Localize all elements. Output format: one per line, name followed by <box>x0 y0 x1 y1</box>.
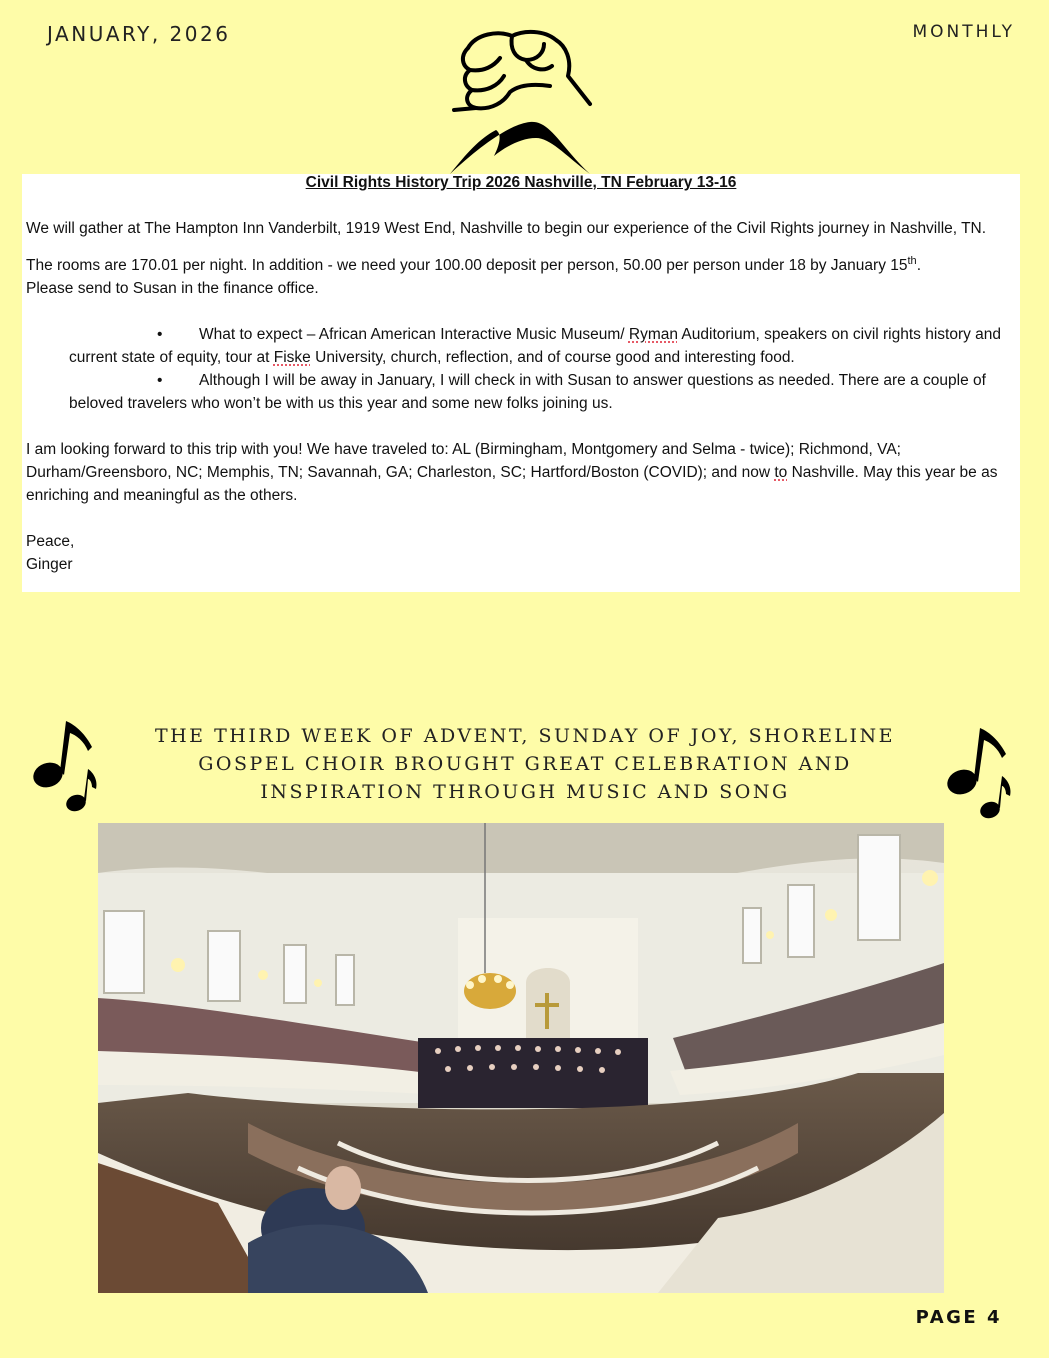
bullet1-text-b: Auditorium, speakers on civil rights history and current state of equity, tour at <box>69 326 1002 367</box>
costs-instructions: Please send to Susan in the finance office. <box>26 280 319 298</box>
costs-period: . <box>916 257 921 275</box>
bullet1-text-a: What to expect – African American Interactive Music Museum/ <box>199 326 629 344</box>
bullet-dot: • <box>157 372 163 390</box>
bullet2-text: Although I will be away in January, I will check in with Susan to answer questions as needed. There are a couple of beloved travelers who won’t be with us this year and some new folks joining us. <box>69 372 986 413</box>
clasped-hands-icon <box>440 26 605 176</box>
travels-text-a: I am looking forward to this trip with you! We have traveled to: AL (Birmingham, Montgomery and Selma - twice); Richmond, VA; Durham/Greensboro, NC; Memphis, TN; Savannah, GA; Charleston, SC; Hartford/Boston (COVID); and now <box>26 441 901 482</box>
paragraph-travels <box>26 438 1011 507</box>
bullet-expectations <box>26 323 1011 369</box>
trip-article <box>22 174 1020 592</box>
page-number: PAGE 4 <box>915 1307 1002 1328</box>
travels-text-b: Nashville. May this year be as enriching and meaningful as the others. <box>26 464 998 505</box>
bullet-dot: • <box>157 326 163 344</box>
bullet1-ryman: Ryman <box>628 326 678 344</box>
bullet1-text-c: University, church, reflection, and of course good and interesting food. <box>310 349 795 367</box>
costs-ordinal: th <box>907 255 917 267</box>
travels-to: to <box>774 464 788 482</box>
choir-caption: THE THIRD WEEK OF ADVENT, SUNDAY OF JOY, SHORELINE GOSPEL CHOIR BROUGHT GREAT CELEBRATION AND INSPIRATION THROUGH MUSIC AND SONG <box>154 725 896 803</box>
signoff-name: Ginger <box>26 556 73 574</box>
newsletter-date: JANUARY, 2026 <box>47 22 231 46</box>
music-note-icon <box>30 717 100 817</box>
paragraph-gathering: We will gather at The Hampton Inn Vanderbilt, 1919 West End, Nashville to begin our experience of the Civil Rights journey in Nashville, TN. <box>26 220 987 237</box>
bullet-away <box>26 369 1011 415</box>
article-body <box>26 217 1011 576</box>
music-note-icon <box>944 724 1014 824</box>
choir-church-photo <box>98 823 944 1293</box>
newsletter-frequency: MONTHLY <box>912 22 1015 42</box>
article-title: Civil Rights History Trip 2026 Nashville, TN February 13-16 <box>305 174 737 191</box>
paragraph-costs <box>26 250 1011 300</box>
bullet1-fiske: Fiske <box>273 349 311 367</box>
signoff-peace: Peace, <box>26 533 75 551</box>
costs-text: The rooms are 170.01 per night. In addition - we need your 100.00 deposit per person, 50.00 per person under 18 by January 15 <box>26 257 908 275</box>
